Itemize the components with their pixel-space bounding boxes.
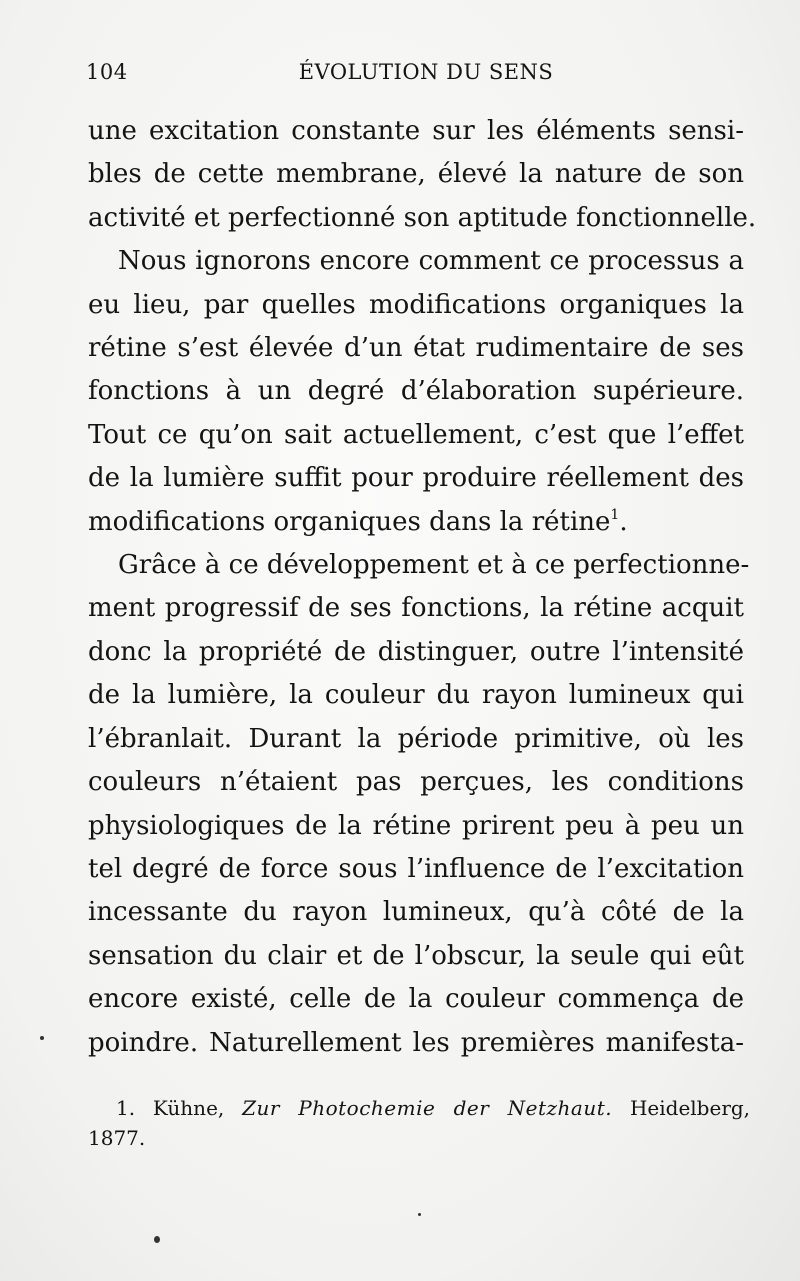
text-line: activité et perfectionné son aptitude fonctionnelle. [88, 202, 757, 233]
text-line: donc la propriété de distinguer, outre l’intensité [88, 636, 744, 667]
footnote [88, 1093, 750, 1153]
text-line: ment progressif de ses fonctions, la rétine acquit [88, 593, 744, 624]
footnote-place: Heidelberg, [629, 1096, 751, 1120]
footnote-author: Kühne, [152, 1096, 225, 1120]
text-line: couleurs n’étaient pas perçues, les conditions [88, 767, 744, 798]
text-line: bles de cette membrane, élevé la nature de son [88, 159, 744, 190]
text-line: l’ébranlait. Durant la période primitive, où les [88, 723, 744, 754]
page-header [86, 60, 746, 94]
text-line: Grâce à ce développement et à ce perfectionne- [118, 550, 750, 581]
footnote-line [88, 1093, 750, 1123]
text-line: incessante du rayon lumineux, qu’à côté de la [88, 897, 744, 928]
text-line: Nous ignorons encore comment ce processus a [118, 246, 744, 277]
footnote-reference: 1 [610, 506, 620, 523]
text-line: Tout ce qu’on sait actuellement, c’est que l’effet [88, 419, 744, 450]
footnote-number: 1. [116, 1096, 136, 1120]
text-line: fonctions à un degré d’élaboration supérieure. [88, 376, 744, 407]
page-number: 104 [86, 60, 128, 84]
text-line: poindre. Naturellement les premières manifesta- [88, 1027, 744, 1058]
text-line: rétine s’est élevée d’un état rudimentaire de ses [88, 333, 744, 364]
footnote-year: 1877. [88, 1126, 146, 1150]
text-line: eu lieu, par quelles modifications organiques la [88, 289, 744, 320]
text-line: une excitation constante sur les éléments sensi- [88, 116, 744, 146]
text-line: de la lumière suffit pour produire réellement des [88, 463, 744, 494]
paper-speck [40, 1036, 44, 1040]
footnote-title: Zur Photochemie der Netzhaut. [242, 1096, 613, 1120]
text-line: tel degré de force sous l’influence de l’excitation [88, 853, 744, 884]
sentence-period: . [619, 506, 628, 537]
text-line: physiologiques de la rétine prirent peu à peu un [88, 810, 744, 841]
paper-speck [418, 1213, 421, 1216]
body-text [88, 110, 757, 1065]
text-line: encore existé, celle de la couleur commença de [88, 984, 744, 1015]
text-line: de la lumière, la couleur du rayon lumineux qui [88, 680, 744, 711]
text-line-with-footnote-ref [88, 501, 744, 544]
text-line-content: modifications organiques dans la rétine [88, 506, 611, 537]
running-title: ÉVOLUTION DU SENS [298, 60, 554, 84]
paper-speck [154, 1236, 160, 1243]
text-line: sensation du clair et de l’obscur, la seule qui eût [88, 940, 744, 971]
